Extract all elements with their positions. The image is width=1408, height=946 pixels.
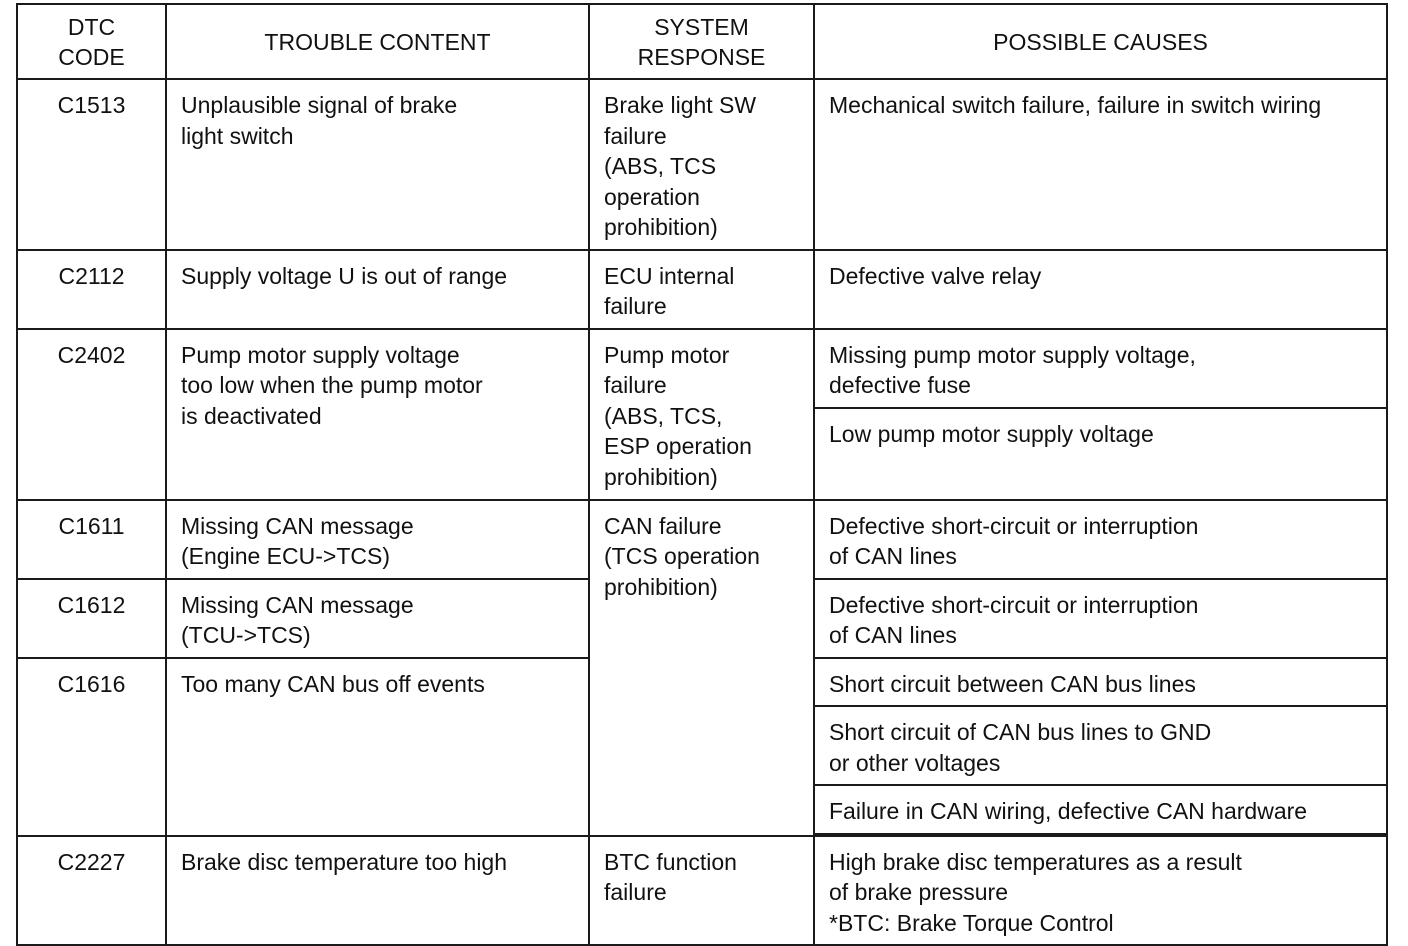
dtc-code-cell: C1616 (17, 658, 166, 836)
trouble-content-cell: Unplausible signal of brake light switch (166, 79, 589, 250)
trouble-content-cell: Brake disc temperature too high (166, 836, 589, 946)
table-row (17, 250, 1387, 329)
possible-cause-cell: Mechanical switch failure, failure in switch wiring (814, 79, 1387, 250)
dtc-code-cell: C2227 (17, 836, 166, 946)
header-system-response: SYSTEM RESPONSE (589, 4, 814, 79)
header-dtc-code: DTC CODE (17, 4, 166, 79)
dtc-table (16, 3, 1388, 946)
system-response-cell: Pump motor failure (ABS, TCS, ESP operation prohibition) (589, 329, 814, 500)
possible-cause-cell: Short circuit between CAN bus lines (814, 658, 1387, 707)
table-row (17, 500, 1387, 579)
possible-cause-cell: Defective short-circuit or interruption of CAN lines (814, 500, 1387, 579)
table-row (17, 329, 1387, 408)
header-possible-causes: POSSIBLE CAUSES (814, 4, 1387, 79)
dtc-code-cell: C1612 (17, 579, 166, 658)
system-response-cell: BTC function failure (589, 836, 814, 946)
possible-cause-cell: Defective valve relay (814, 250, 1387, 329)
dtc-code-cell: C2402 (17, 329, 166, 500)
possible-cause-cell: High brake disc temperatures as a result of brake pressure *BTC: Brake Torque Control (814, 836, 1387, 946)
system-response-cell: ECU internal failure (589, 250, 814, 329)
trouble-content-cell: Missing CAN message (Engine ECU->TCS) (166, 500, 589, 579)
table-row (17, 79, 1387, 250)
possible-cause-cell: Failure in CAN wiring, defective CAN hardware (814, 785, 1387, 834)
possible-cause-cell: Defective short-circuit or interruption of CAN lines (814, 579, 1387, 658)
trouble-content-cell: Supply voltage U is out of range (166, 250, 589, 329)
trouble-content-cell: Too many CAN bus off events (166, 658, 589, 836)
possible-cause-cell: Missing pump motor supply voltage, defective fuse (814, 329, 1387, 408)
table-row (17, 836, 1387, 946)
possible-cause-cell: Low pump motor supply voltage (814, 408, 1387, 500)
possible-cause-cell: Short circuit of CAN bus lines to GND or other voltages (814, 706, 1387, 785)
dtc-code-cell: C2112 (17, 250, 166, 329)
header-row (17, 4, 1387, 79)
header-trouble-content: TROUBLE CONTENT (166, 4, 589, 79)
trouble-content-cell: Missing CAN message (TCU->TCS) (166, 579, 589, 658)
system-response-cell: Brake light SW failure (ABS, TCS operation prohibition) (589, 79, 814, 250)
trouble-content-cell: Pump motor supply voltage too low when the pump motor is deactivated (166, 329, 589, 500)
dtc-code-cell: C1611 (17, 500, 166, 579)
dtc-code-cell: C1513 (17, 79, 166, 250)
system-response-cell: CAN failure (TCS operation prohibition) (589, 500, 814, 836)
